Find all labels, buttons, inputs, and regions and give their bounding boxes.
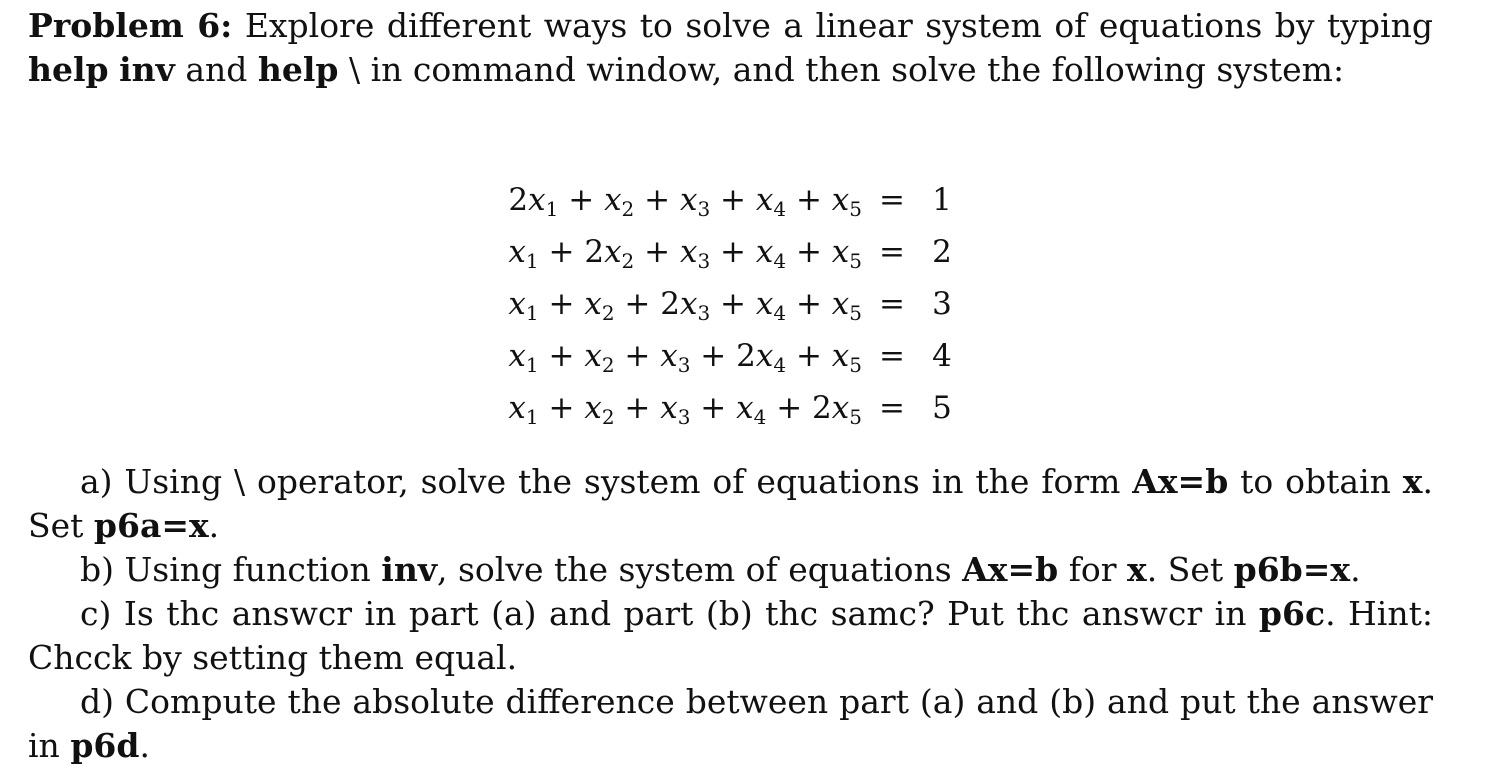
- equation-rhs: 5: [932, 390, 952, 426]
- coefficient: 2: [660, 286, 680, 322]
- variable: x: [528, 182, 546, 218]
- variable: x: [679, 234, 698, 270]
- variable: x: [831, 390, 850, 426]
- equation-row: [492, 330, 1012, 382]
- variable-subscript: 5: [849, 353, 862, 377]
- plus-sign: +: [634, 234, 680, 270]
- intro-text-1: Explore different ways to solve a linear system of equations by typing: [244, 6, 1433, 45]
- part-a-bold-2: x: [1402, 462, 1423, 501]
- part-b-bold-3: x: [1127, 550, 1147, 589]
- part-b-bold-2: Ax=b: [962, 550, 1059, 589]
- variable: x: [660, 390, 678, 426]
- problem-label: Problem 6:: [28, 6, 233, 45]
- plus-sign: +: [614, 286, 661, 322]
- problem-page: [28, 4, 1433, 765]
- part-b-text-4: . Set: [1146, 550, 1224, 589]
- part-a: [28, 460, 1433, 548]
- equals-sign: =: [879, 286, 905, 322]
- variable-subscript: 3: [697, 301, 711, 325]
- plus-sign: +: [710, 234, 756, 270]
- equation-lhs: [492, 334, 862, 378]
- part-b-text-5: .: [1350, 550, 1361, 589]
- variable-subscript: 5: [849, 405, 862, 429]
- plus-sign: +: [710, 286, 756, 322]
- variable: x: [584, 286, 602, 322]
- variable: x: [755, 182, 774, 218]
- part-d-text-1: d) Compute the absolute difference between part (a) and (b) and put the answer in: [28, 682, 1433, 765]
- equals-sign: =: [879, 338, 905, 374]
- variable: x: [755, 234, 774, 270]
- part-c-bold-1: p6c: [1258, 594, 1326, 633]
- variable-subscript: 5: [849, 301, 862, 325]
- variable-subscript: 2: [601, 301, 615, 325]
- variable: x: [755, 338, 774, 374]
- part-a-text-2: to obtain: [1240, 462, 1391, 501]
- part-b-text-1: b) Using function: [80, 550, 371, 589]
- part-a-text-3: . Set: [28, 462, 1433, 545]
- equation-rhs: 1: [932, 182, 952, 218]
- variable-subscript: 1: [525, 353, 539, 377]
- variable-subscript: 1: [525, 249, 539, 273]
- part-b-text-3: for: [1068, 550, 1117, 589]
- part-a-bold-3: p6a=x: [93, 506, 209, 545]
- variable: x: [679, 182, 698, 218]
- equals-sign: =: [879, 182, 905, 218]
- part-d: [28, 680, 1433, 768]
- part-b-text-2: , solve the system of equations: [437, 550, 952, 589]
- coefficient: 2: [508, 182, 529, 218]
- variable-subscript: 3: [677, 405, 691, 429]
- variable: x: [508, 234, 526, 270]
- variable: x: [604, 234, 622, 270]
- variable: x: [831, 182, 850, 218]
- plus-sign: +: [710, 182, 756, 218]
- variable: x: [831, 338, 850, 374]
- variable-subscript: 1: [545, 197, 559, 221]
- keyword-inv: inv: [119, 50, 175, 89]
- variable-subscript: 4: [773, 249, 787, 273]
- intro-and: and: [185, 50, 248, 89]
- equation-row: [492, 278, 1012, 330]
- problem-intro: [28, 4, 1433, 92]
- plus-sign: +: [558, 182, 605, 218]
- variable: x: [831, 286, 850, 322]
- plus-sign: +: [766, 390, 813, 426]
- plus-sign: +: [538, 338, 585, 374]
- variable-subscript: 1: [525, 301, 539, 325]
- part-b: [28, 548, 1433, 592]
- part-c: [28, 592, 1433, 680]
- coefficient: 2: [812, 390, 832, 426]
- plus-sign: +: [690, 390, 737, 426]
- coefficient: 2: [584, 234, 605, 270]
- variable: x: [508, 390, 526, 426]
- plus-sign: +: [614, 390, 661, 426]
- backslash-symbol: \: [349, 50, 361, 89]
- problem-parts: [28, 460, 1433, 768]
- part-b-bold-4: p6b=x: [1233, 550, 1351, 589]
- part-a-text-4: .: [208, 506, 220, 545]
- equation-rhs: 2: [932, 234, 952, 270]
- variable-subscript: 3: [697, 197, 711, 221]
- equation-lhs: [492, 386, 862, 430]
- variable-subscript: 4: [753, 405, 767, 429]
- plus-sign: +: [690, 338, 737, 374]
- plus-sign: +: [614, 338, 661, 374]
- equation-row: [492, 382, 1012, 434]
- equals-sign: =: [879, 234, 905, 270]
- intro-text-2: in command window, and then solve the following system:: [370, 50, 1345, 89]
- variable: x: [584, 390, 602, 426]
- keyword-help-2: help: [257, 50, 339, 89]
- variable: x: [660, 338, 678, 374]
- plus-sign: +: [538, 286, 585, 322]
- variable: x: [755, 286, 774, 322]
- variable-subscript: 3: [697, 249, 711, 273]
- variable-subscript: 5: [849, 249, 862, 273]
- part-c-text-1: c) Is thc answcr in part (a) and part (b) thc samc? Put thc answcr in: [80, 594, 1247, 633]
- variable-subscript: 1: [525, 405, 539, 429]
- equation-lhs: [492, 178, 862, 222]
- equation-lhs: [492, 282, 862, 326]
- variable-subscript: 2: [601, 405, 615, 429]
- plus-sign: +: [786, 286, 832, 322]
- coefficient: 2: [736, 338, 756, 374]
- equation-lhs: [492, 230, 862, 274]
- plus-sign: +: [786, 234, 832, 270]
- equation-rhs: 4: [932, 338, 952, 374]
- keyword-help: help: [28, 50, 109, 89]
- part-a-text-1: a) Using \ operator, solve the system of equations in the form: [80, 462, 1121, 501]
- equation-row: [492, 226, 1012, 278]
- part-d-text-2: .: [139, 726, 150, 765]
- variable: x: [584, 338, 602, 374]
- equation-system: [492, 174, 1012, 434]
- variable-subscript: 2: [621, 197, 635, 221]
- variable-subscript: 4: [773, 353, 787, 377]
- variable: x: [831, 234, 850, 270]
- variable-subscript: 2: [621, 249, 635, 273]
- part-a-bold-1: Ax=b: [1132, 462, 1229, 501]
- variable-subscript: 4: [773, 197, 787, 221]
- variable: x: [679, 286, 698, 322]
- equals-sign: =: [879, 390, 905, 426]
- variable-subscript: 3: [677, 353, 691, 377]
- equation-rhs: 3: [932, 286, 952, 322]
- variable: x: [736, 390, 754, 426]
- plus-sign: +: [634, 182, 680, 218]
- variable: x: [604, 182, 622, 218]
- equation-row: [492, 174, 1012, 226]
- plus-sign: +: [786, 182, 832, 218]
- plus-sign: +: [538, 390, 585, 426]
- variable-subscript: 5: [849, 197, 862, 221]
- part-d-bold-1: p6d: [70, 726, 140, 765]
- variable-subscript: 4: [773, 301, 787, 325]
- plus-sign: +: [538, 234, 585, 270]
- part-b-bold-1: inv: [381, 550, 438, 589]
- variable: x: [508, 338, 526, 374]
- part-c-text-2: . Hint: Chcck by setting them equal.: [28, 594, 1433, 677]
- variable-subscript: 2: [601, 353, 615, 377]
- variable: x: [508, 286, 526, 322]
- plus-sign: +: [786, 338, 832, 374]
